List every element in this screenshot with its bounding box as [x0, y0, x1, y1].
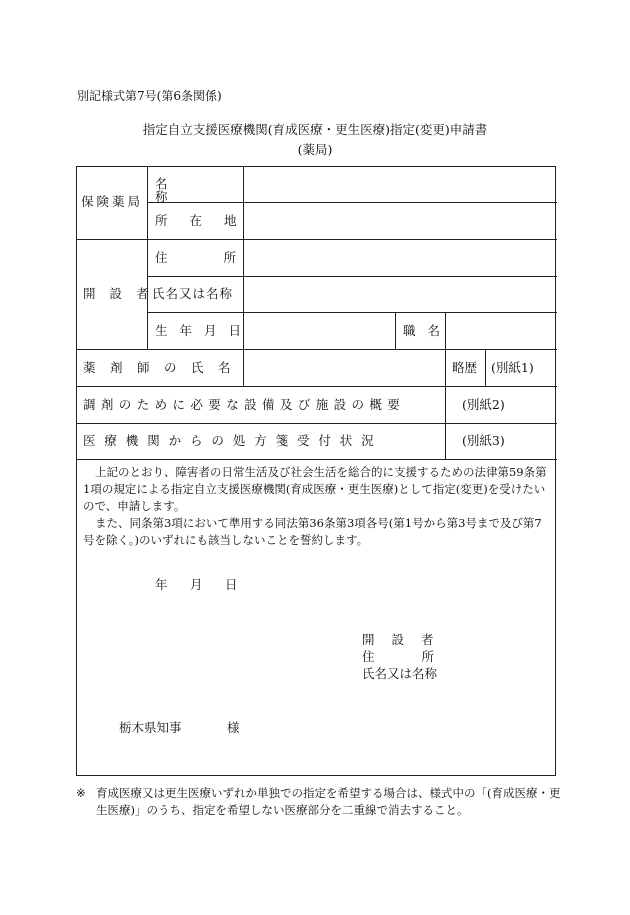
application-form-table [76, 166, 556, 776]
address-label: 住所 [155, 250, 293, 265]
signer-founder-label: 開設者 [362, 632, 451, 647]
location-label: 所在地 [155, 213, 259, 228]
column-divider [395, 312, 396, 349]
addressee-honorific: 様 [227, 720, 240, 735]
pharmacy-section-label: 保険薬局 [81, 194, 144, 209]
date-month: 月 [190, 577, 203, 592]
equipment-attachment: (別紙2) [462, 397, 505, 412]
name-or-title-label: 氏名又は名称 [152, 286, 234, 301]
footnote-text: 育成医療又は更生医療いずれか単独での指定を希望する場合は、様式中の「(育成医療・更生医療)」のうち、指定を希望しない医療部分を二重線で消去すること。 [96, 786, 561, 817]
date-day: 日 [225, 577, 238, 592]
prescription-attachment: (別紙3) [462, 433, 505, 448]
founder-address-field[interactable] [248, 246, 553, 270]
name-label [155, 178, 235, 203]
position-field[interactable] [450, 319, 553, 343]
career-attachment: (別紙1) [491, 360, 534, 375]
document-subtitle: (薬局) [297, 142, 333, 157]
pharmacy-location-field[interactable] [248, 209, 553, 233]
equipment-label: 調剤のために必要な設備及び施設の概要 [83, 397, 406, 412]
birthdate-label: 生年月日 [155, 323, 254, 338]
signer-address-label: 住所 [362, 649, 482, 664]
row-divider [147, 276, 557, 277]
career-label: 略歴 [452, 360, 478, 375]
row-divider [77, 459, 557, 460]
footnote [76, 785, 566, 819]
date-year: 年 [155, 577, 168, 592]
position-label: 職名 [403, 323, 453, 338]
row-divider [77, 386, 557, 387]
name-label-text: 名称 [155, 176, 224, 204]
declaration-paragraph-2: また、同条第3項において準用する同法第36条第3項各号(第1号から第3号まで及び第7号を除く。)のいずれにも該当しないことを誓約します。 [83, 516, 542, 547]
pharmacy-name-field[interactable] [248, 173, 553, 197]
addressee: 栃木県知事 [119, 720, 182, 735]
signer-name-label: 氏名又は名称 [362, 666, 438, 681]
pharmacist-name-label: 薬剤師の氏名 [83, 360, 246, 375]
row-divider [147, 312, 557, 313]
form-reference: 別記様式第7号(第6条関係) [77, 89, 222, 103]
birthdate-field[interactable] [248, 319, 390, 343]
founder-name-field[interactable] [248, 282, 553, 306]
document-title: 指定自立支援医療機関(育成医療・更生医療)指定(変更)申請書 [142, 122, 488, 137]
row-divider [77, 239, 557, 240]
declaration-paragraph-1: 上記のとおり、障害者の日常生活及び社会生活を総合的に支援するための法律第59条第1項の規定による指定自立支援医療機関(育成医療・更生医療)として指定(変更)を受けたいので、申請します。 [83, 465, 547, 513]
column-divider [243, 167, 244, 386]
footnote-mark: ※ [76, 786, 86, 800]
column-divider [485, 349, 486, 386]
pharmacist-name-field[interactable] [248, 356, 441, 380]
column-divider [147, 167, 148, 349]
founder-section-label: 開設者 [83, 286, 163, 301]
prescription-label: 医療機関からの処方箋受付状況 [83, 433, 383, 448]
row-divider [77, 423, 557, 424]
